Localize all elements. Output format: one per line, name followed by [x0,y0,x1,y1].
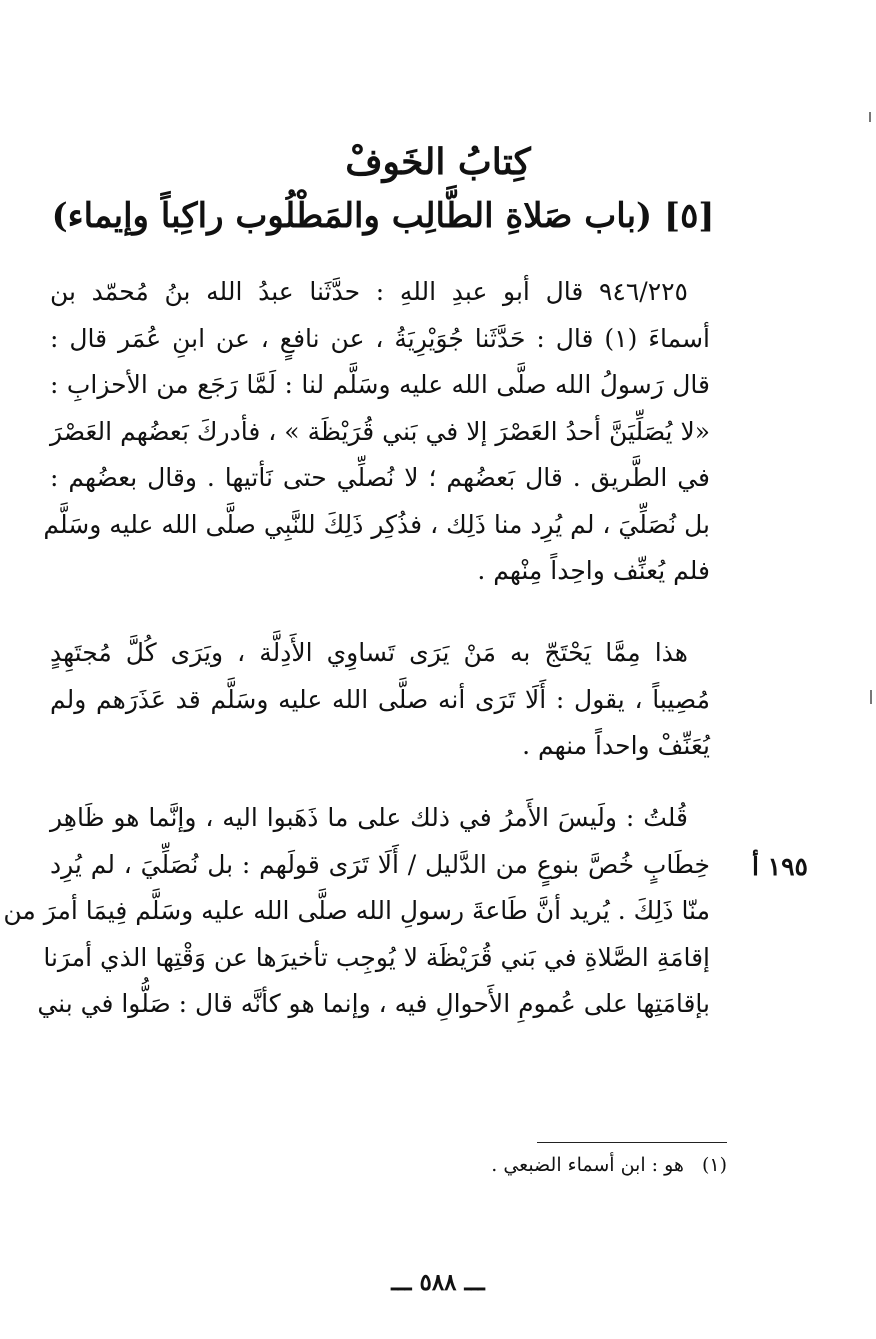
footnote [200,1148,727,1182]
text-line: بل نُصَلِّيَ ، لم يُرِد منا ذَلِك ، فذُكِر ذَلِكَ للنَّبِي صلَّى الله عليه وسَلَّم [43,509,710,539]
text-line: مُصِيباً ، يقول : أَلَا تَرَى أنه صلَّى الله عليه وسَلَّم قد عَذَرَهم ولم [50,684,710,714]
text-line: خِطَابٍ خُصَّ بنوعٍ من الدَّليل / أَلَا تَرَى قولَهم : بل نُصَلِّيَ ، لم يُرِد [50,849,710,879]
paragraph-commentary [50,630,710,770]
footnote-divider [537,1142,727,1143]
text-line: «لا يُصَلِّيَنَّ أحدُ العَصْرَ إلا في بَني قُرَيْظَة » ، فأدركَ بَعضُهم العَصْرَ [50,416,710,446]
text-line: بإقامَتِها على عُمومِ الأَحوالِ فيه ، وإنما هو كأنَّه قال : صَلُّوا في بني [37,989,710,1018]
text-line: في الطَّريق . قال بَعضُهم ؛ لا نُصلِّي حتى نَأتيها . وقال بعضُهم : [50,463,710,492]
paragraph-response [3,795,710,1028]
text-line: منّا ذَلِكَ . يُريد أنَّ طَاعةَ رسولِ الله صلَّى الله عليه وسَلَّم فِيمَا أمرَ من [3,896,710,925]
paragraph-hadith [43,269,711,595]
text-line: هذا مِمَّا يَحْتَجّ به مَنْ يَرَى تَساوِي الأَدِلَّة ، ويَرَى كُلَّ مُجتَهِدٍ [50,638,688,667]
text-line: يُعَنِّفْ واحداً منهم . [522,731,710,760]
scan-edge-mark [869,112,871,122]
scan-edge-mark [870,690,872,704]
book-title: كِتابُ الخَوفْ [345,141,531,183]
footnote-text: هو : ابن أسماء الضبعي . [491,1154,684,1176]
footnote-number: (١) [701,1154,727,1176]
text-line: ٩٤٦/٢٢٥ قال أبو عبدِ اللهِ : حدَّثَنا عبدُ الله بنُ مُحمّد بن [50,277,688,306]
chapter-title: [٥] (باب صَلاةِ الطَّالِب والمَطْلُوب راكِباً وإيماء) [51,196,715,236]
manuscript-folio-note: ١٩٥ أ [752,852,808,881]
text-line: قال رَسولُ الله صلَّى الله عليه وسَلَّم لنا : لَمَّا رَجَع من الأحزابِ : [50,370,710,399]
text-line: قُلتُ : ولَيسَ الأَمرُ في ذلك على ما ذَهَبوا اليه ، وإنَّما هو ظَاهِر [50,803,688,832]
text-line: فلم يُعنِّف واحِداً مِنْهم . [477,556,710,585]
page-number: ـــ ٥٨٨ ـــ [391,1269,485,1296]
text-line: أسماءَ (١) قال : حَدَّثَنا جُوَيْرِيَةُ ، عن نافعٍ ، عن ابنِ عُمَر قال : [50,323,711,353]
text-line: إقامَةِ الصَّلاةِ في بَني قُرَيْظَة لا يُوجِب تأخيرَها عن وَقْتِها الذي أمرَنا [43,942,710,972]
